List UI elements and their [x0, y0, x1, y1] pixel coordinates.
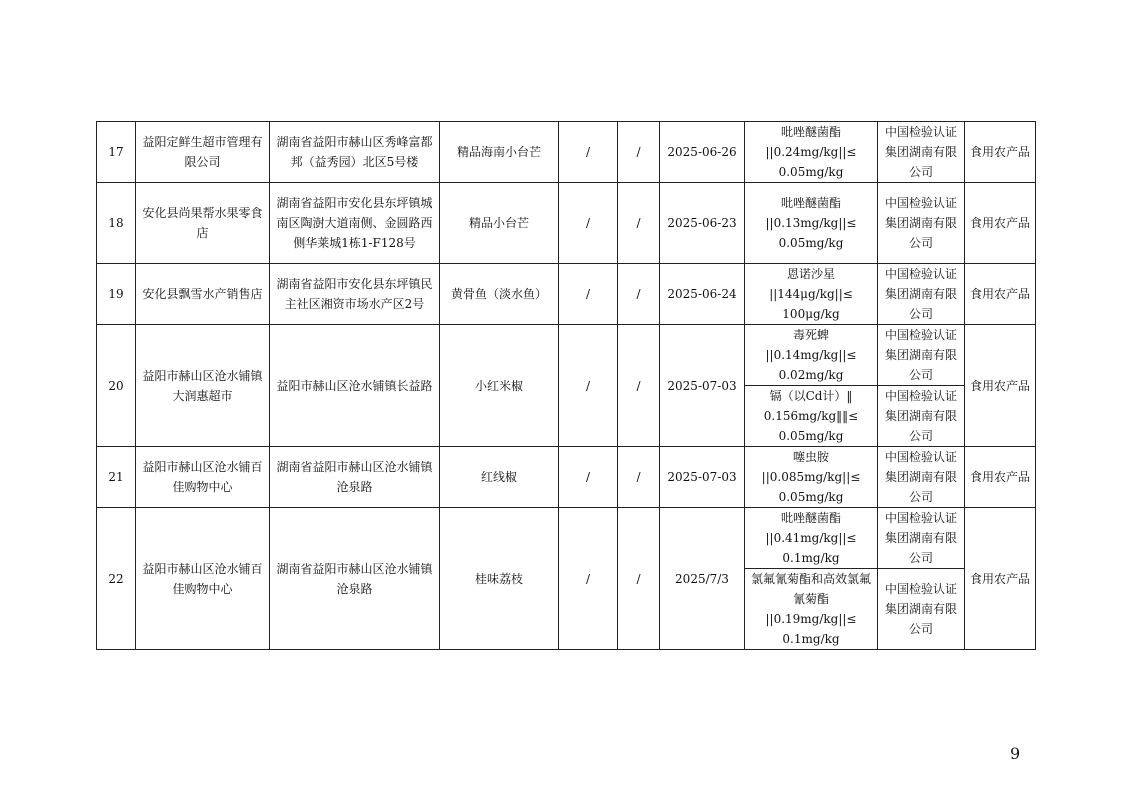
test-agency: 中国检验认证集团湖南有限公司 — [878, 447, 965, 508]
test-result: 吡唑醚菌酯 ||0.41mg/kg||≤ 0.1mg/kg — [745, 508, 878, 569]
product-name: 黄骨鱼（淡水鱼） — [440, 264, 559, 325]
test-agency: 中国检验认证集团湖南有限公司 — [878, 386, 965, 447]
brand-cell: / — [559, 183, 618, 264]
category: 食用农产品 — [965, 447, 1036, 508]
test-agency: 中国检验认证集团湖南有限公司 — [878, 183, 965, 264]
table-row — [97, 183, 1036, 264]
spec-cell: / — [618, 325, 660, 447]
spec-cell: / — [618, 264, 660, 325]
test-result: 镉（以Cd计）‖ 0.156mg/kg‖‖≤ 0.05mg/kg — [745, 386, 878, 447]
store-name: 益阳市赫山区沧水铺镇大润惠超市 — [136, 325, 270, 447]
sample-date: 2025-07-03 — [660, 325, 745, 447]
category: 食用农产品 — [965, 508, 1036, 650]
test-result: 恩诺沙星 ||144μg/kg||≤ 100μg/kg — [745, 264, 878, 325]
sample-date: 2025-06-23 — [660, 183, 745, 264]
store-address: 湖南省益阳市赫山区沧水铺镇沧泉路 — [270, 508, 440, 650]
brand-cell: / — [559, 325, 618, 447]
test-agency: 中国检验认证集团湖南有限公司 — [878, 508, 965, 569]
brand-cell: / — [559, 447, 618, 508]
table-row — [97, 508, 1036, 569]
table-body — [97, 122, 1036, 650]
test-result: 氯氟氰菊酯和高效氯氟氰菊酯 ||0.19mg/kg||≤ 0.1mg/kg — [745, 569, 878, 650]
page-number: 9 — [1010, 744, 1021, 763]
store-name: 安化县飘雪水产销售店 — [136, 264, 270, 325]
brand-cell: / — [559, 122, 618, 183]
test-agency: 中国检验认证集团湖南有限公司 — [878, 325, 965, 386]
test-result: 毒死蜱 ||0.14mg/kg||≤ 0.02mg/kg — [745, 325, 878, 386]
results-table — [96, 121, 1036, 650]
row-number: 21 — [97, 447, 136, 508]
row-number: 20 — [97, 325, 136, 447]
spec-cell: / — [618, 447, 660, 508]
test-result: 吡唑醚菌酯 ||0.24mg/kg||≤ 0.05mg/kg — [745, 122, 878, 183]
category: 食用农产品 — [965, 183, 1036, 264]
test-agency: 中国检验认证集团湖南有限公司 — [878, 569, 965, 650]
store-name: 益阳市赫山区沧水铺百佳购物中心 — [136, 447, 270, 508]
table-row — [97, 447, 1036, 508]
category: 食用农产品 — [965, 264, 1036, 325]
sample-date: 2025-07-03 — [660, 447, 745, 508]
spec-cell: / — [618, 508, 660, 650]
table-row — [97, 122, 1036, 183]
test-result: 噻虫胺 ||0.085mg/kg||≤ 0.05mg/kg — [745, 447, 878, 508]
spec-cell: / — [618, 122, 660, 183]
product-name: 精品海南小台芒 — [440, 122, 559, 183]
row-number: 19 — [97, 264, 136, 325]
sample-date: 2025-06-26 — [660, 122, 745, 183]
product-name: 桂味荔枝 — [440, 508, 559, 650]
store-name: 益阳定鲜生超市管理有限公司 — [136, 122, 270, 183]
store-name: 安化县尚果帮水果零食店 — [136, 183, 270, 264]
product-name: 红线椒 — [440, 447, 559, 508]
brand-cell: / — [559, 508, 618, 650]
store-address: 益阳市赫山区沧水铺镇长益路 — [270, 325, 440, 447]
row-number: 18 — [97, 183, 136, 264]
category: 食用农产品 — [965, 325, 1036, 447]
row-number: 22 — [97, 508, 136, 650]
sample-date: 2025/7/3 — [660, 508, 745, 650]
store-address: 湖南省益阳市安化县东坪镇城南区陶澍大道南侧、金圆路西侧华莱城1栋1-F128号 — [270, 183, 440, 264]
spec-cell: / — [618, 183, 660, 264]
store-address: 湖南省益阳市赫山区秀峰富都邦（益秀园）北区5号楼 — [270, 122, 440, 183]
brand-cell: / — [559, 264, 618, 325]
store-address: 湖南省益阳市赫山区沧水铺镇沧泉路 — [270, 447, 440, 508]
product-name: 精品小台芒 — [440, 183, 559, 264]
category: 食用农产品 — [965, 122, 1036, 183]
row-number: 17 — [97, 122, 136, 183]
sample-date: 2025-06-24 — [660, 264, 745, 325]
table-row — [97, 264, 1036, 325]
test-agency: 中国检验认证集团湖南有限公司 — [878, 122, 965, 183]
store-address: 湖南省益阳市安化县东坪镇民主社区湘资市场水产区2号 — [270, 264, 440, 325]
store-name: 益阳市赫山区沧水铺百佳购物中心 — [136, 508, 270, 650]
product-name: 小红米椒 — [440, 325, 559, 447]
table-row — [97, 325, 1036, 386]
test-agency: 中国检验认证集团湖南有限公司 — [878, 264, 965, 325]
test-result: 吡唑醚菌酯 ||0.13mg/kg||≤ 0.05mg/kg — [745, 183, 878, 264]
